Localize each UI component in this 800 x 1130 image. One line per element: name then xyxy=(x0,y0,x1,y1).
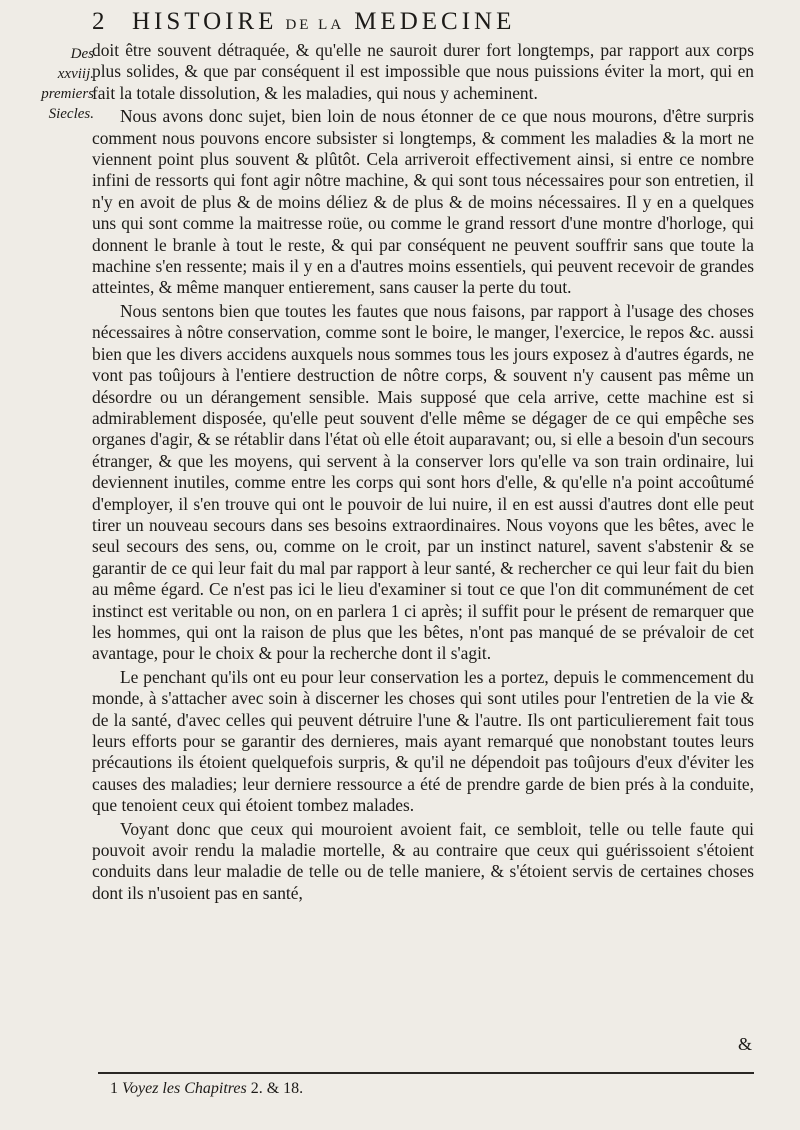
margin-note-line: xxviij. xyxy=(57,66,94,82)
margin-note-line: Siecles. xyxy=(48,106,94,122)
paragraph: Nous sentons bien que toutes les fautes que nous faisons, par rapport à l'usage des choses nécessaires à nôtre conservation, comme sont le boire, le manger, l'exercice, le repos &c. aussi bien que les divers accidens auxquels nous sommes tous les jours exposez à d'autres égards, ne vont pas toûjours à l'entiere destruction de nôtre corps, & souvent n'y causent pas même un désordre ou un dérangement sensible. Mais supposé que cela arrive, cette machine est si admirablement disposée, qu'elle peut souvent d'elle même se dégager de ce qui empêche ses organes d'agir, & se rétablir dans l'état où elle étoit auparavant; ou, si elle a besoin d'un secours étranger, & que les moyens, qui servent à la conserver lors qu'elle va son train ordinaire, lui deviennent inutiles, comme entre les corps qui sont hors d'elle, & qu'elle n'a point accoûtumé d'employer, il s'en trouve qui ont le pouvoir de lui nuire, il en est aussi d'autres dont elle peut tirer un nouveau secours dans ses besoins extraordinaires. Nous voyons que les bêtes, avec le seul secours des sens, ou, comme on le croit, par un instinct naturel, savent s'abstenir & se garantir de ce qui leur fait du mal par rapport à leur santé, & rechercher ce qui leur fait du bien au même égard. Ce n'est pas ici le lieu d'examiner si tout ce que l'on dit communément de cet instinct est veritable ou non, on en parlera 1 ci après; il suffit pour le présent de remarquer que les hommes, qui ont la raison de plus que les bêtes, n'ont pas manqué de se prévaloir de cet avantage, pour le choix & pour la recherche dont il s'agit. xyxy=(92,300,754,664)
margin-note-line: premiers xyxy=(41,86,94,102)
catchword: & xyxy=(738,1034,753,1054)
footnote-refs: 2. & 18. xyxy=(250,1080,304,1097)
footnote-number: 1 xyxy=(110,1080,118,1097)
body-text xyxy=(92,40,754,904)
footnote-text: Voyez les Chapitres xyxy=(122,1080,247,1097)
margin-note-line: Des xyxy=(70,46,94,62)
running-header xyxy=(92,8,752,36)
paragraph: Voyant donc que ceux qui mouroient avoient fait, ce sembloit, telle ou telle faute qui pouvoit avoir rendu la maladie mortelle, & au contraire que ceux qui guérissoient s'étoient conduits dans leur maladie de telle ou de telle maniere, & s'étoient servis de certaines choses dont ils n'usoient pas en santé, xyxy=(92,818,754,903)
header-title-de-la: DE LA xyxy=(285,17,345,33)
paragraph: Nous avons donc sujet, bien loin de nous étonner de ce que nous mourons, d'être surpris comment nous pouvons encore subsister si longtemps, & comment les maladies & la mort ne viennent point plus souvent & plûtôt. Cela arriveroit effectivement ainsi, si entre ce nombre infini de ressorts qui font agir nôtre machine, & qui sont tous nécessaires pour son entretien, il n'y en avoit de plus & de moins déliez & de plus & de moins nécessaires. Il y en a quelques uns qui sont comme la maitresse roüe, ou comme le grand ressort d'une montre d'horloge, qui donnent le branle à tout le reste, & qui par conséquent ne peuvent souffrir sans que toute la machine s'en ressente; mais il y en a d'autres moins essentiels, qui peuvent recevoir de grandes atteintes, & même manquer entierement, sans causer la perte du tout. xyxy=(92,106,754,298)
margin-note xyxy=(30,44,94,124)
paragraph: Le penchant qu'ils ont eu pour leur conservation les a portez, depuis le commencement du monde, à s'attacher avec soin à discerner les choses qui sont utiles pour l'entretien de la vie & de la santé, d'avec celles qui peuvent détruire l'une & l'autre. Ils ont particulierement fait tous leurs efforts pour se garantir des dernieres, mais ayant remarqué que nonobstant toutes leurs précautions ils étoient quelquefois surpris, & qu'il ne dépendoit pas toûjours d'eux d'éviter les causes des maladies; leur derniere ressource a été de prendre garde de bien prés à la conduite, que tenoient ceux qui étoient tombez malades. xyxy=(92,666,754,816)
header-title-histoire: HISTOIRE xyxy=(132,8,278,35)
page-number: 2 xyxy=(92,8,105,35)
footnote xyxy=(110,1080,303,1098)
paragraph: doit être souvent détraquée, & qu'elle ne sauroit durer fort longtemps, par rapport aux corps plus solides, & que par conséquent il est impossible que nous puissions éviter la mort, qui en fait la totale dissolution, & les maladies, qui nous y acheminent. xyxy=(92,40,754,103)
header-title-medecine: MEDECINE xyxy=(354,8,516,35)
footnote-rule xyxy=(98,1072,754,1074)
